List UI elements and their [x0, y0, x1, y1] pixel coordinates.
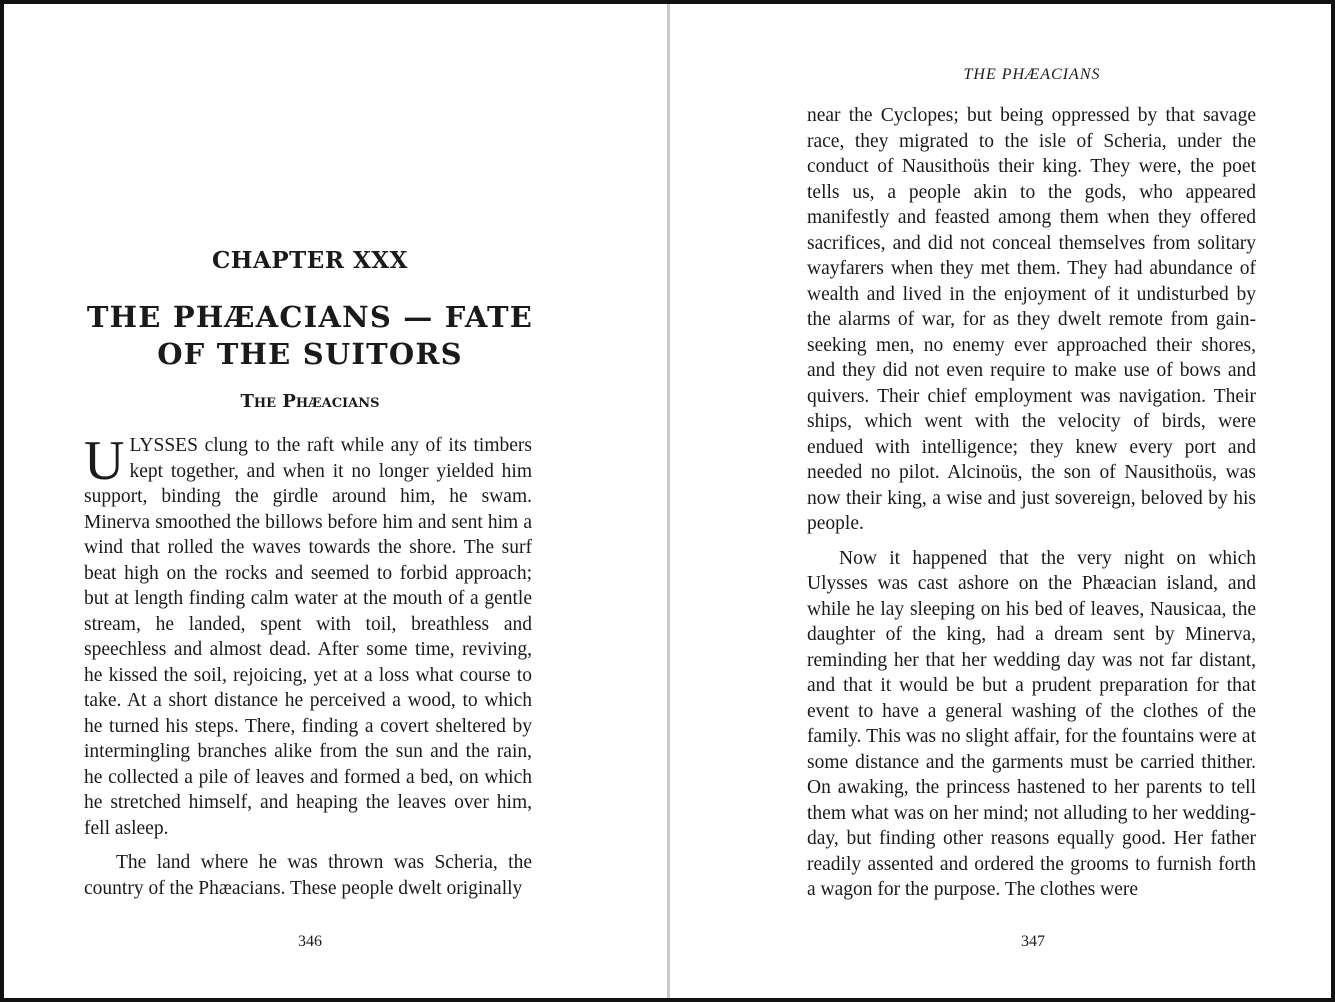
- page-number: 347: [1021, 933, 1045, 950]
- chapter-title: [4, 299, 616, 373]
- running-head: THE PHÆACIANS: [963, 66, 1101, 83]
- right-page: [670, 4, 1331, 998]
- drop-cap: U: [84, 430, 125, 492]
- section-heading: The Phæacians: [240, 391, 380, 412]
- paragraph-text: LYSSES clung to the raft while any of its timbers kept together, and when it no longer yielded him support, binding the girdle around him, he swam. Minerva smoothed the billows before him and sent him a wind that rolled the waves towards the shore. The surf beat high on the rocks and seemed to forbid approach; but at length finding calm water at the mouth of a gentle stream, he landed, spent with toil, breathless and speechless and almost dead. After some time, reviving, he kissed the soil, rejoicing, yet at a loss what course to take. At a short distance he perceived a wood, to which he turned his steps. There, finding a covert sheltered by intermingling branches alike from the sun and the rain, he collected a pile of leaves and formed a bed, on which he stretched himself, and heaping the leaves over him, fell asleep.: [84, 435, 532, 839]
- chapter-title-line-2: OF THE SUITORS: [157, 337, 463, 371]
- paragraph: Now it happened that the very night on which Ulysses was cast ashore on the Phæacian island, and while he lay sleeping on his bed of leaves, Nausicaa, the daughter of the king, had a dream sent by Minerva, reminding her that her wedding day was not far distant, and that it would be but a prudent preparation for that event to have a general washing of the clothes of the family. This was no slight affair, for the fountains were at some distance and the garments must be carried thither. On awaking, the princess hastened to her parents to tell them what was on her mind; not alluding to her wedding-day, but finding other reasons equally good. Her father readily assented and ordered the grooms to furnish forth a wagon for the purpose. The clothes were: [807, 547, 1256, 900]
- left-page: [4, 4, 667, 998]
- right-body-text: [807, 103, 1256, 903]
- chapter-title-line-1: THE PHÆACIANS — FATE: [86, 300, 534, 334]
- paragraph: near the Cyclopes; but being oppressed by that savage race, they migrated to the isle of Scheria, under the conduct of Nausithoüs their king. They were, the poet tells us, a people akin to the gods, who appeared manifestly and feasted among them when they offered sacrifices, and did not conceal themselves from solitary wayfarers when they met them. They had abundance of wealth and lived in the enjoyment of it undisturbed by the alarms of war, for as they dwelt remote from gain-seeking men, no enemy ever approached their shores, and they did not even require to make use of bows and quivers. Their chief employment was navigation. Their ships, which went with the velocity of birds, were endued with intelligence; they knew every port and needed no pilot. Alcinoüs, the son of Nausithoüs, was now their king, a wise and just sovereign, beloved by his people.: [807, 105, 1256, 534]
- page-number: 346: [298, 933, 322, 950]
- left-body-text: [84, 430, 532, 901]
- paragraph: [84, 430, 532, 841]
- paragraph: The land where he was thrown was Scheria, the country of the Phæacians. These people dwelt originally: [84, 852, 532, 899]
- chapter-number: CHAPTER XXX: [212, 247, 408, 274]
